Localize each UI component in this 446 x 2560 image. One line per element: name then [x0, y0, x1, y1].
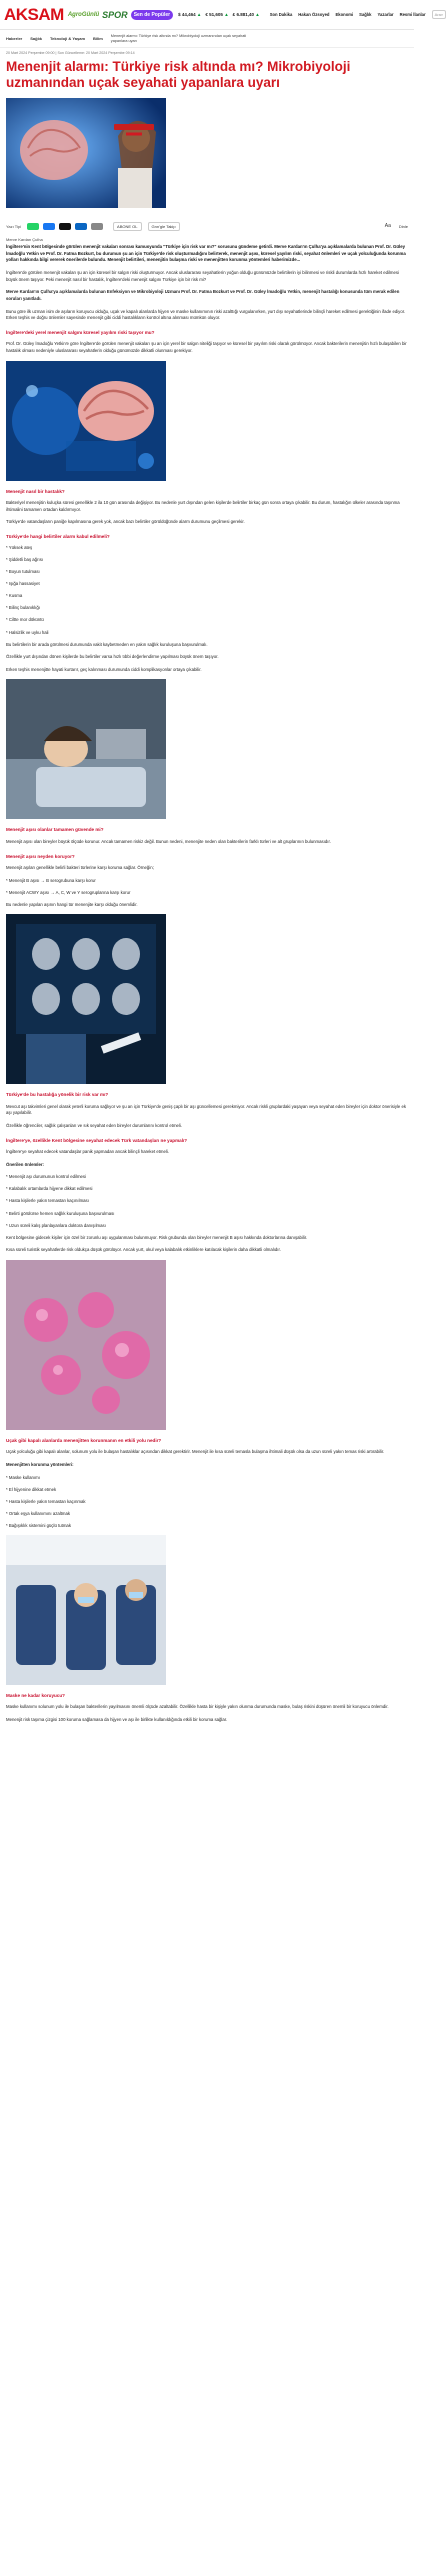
patient-photo-image [6, 679, 166, 819]
list-item: * Hasta kişilerle yakın temastan kaçınmak [6, 1498, 86, 1504]
recommendation-list [6, 1174, 408, 1228]
breadcrumb: Menenjit alarmı: Türkiye risk altında mı? Mikrobiyoloji uzmanından uçak seyahati yapanlara uyarı [110, 33, 247, 43]
paragraph: Prof. Dr. Güley İmadoğlu Yetkin'e göre İngiltere'de görülen menenjit vakaları şu an için yerel bir salgın niteliği taşıyor ve küresel bir yayılım riski olarak görülmüyor. Ancak bakterilerin menenjitin hızlı bulaşabilen bir hastalık olması nedeniyle uluslararası seyahatlerin olduğu günümüzde dikkatli olunması gerekiyor. [6, 341, 407, 353]
subnav-saglik[interactable]: Sağlık [30, 36, 43, 41]
article-title: Menenjit alarmı: Türkiye risk altında mı? Mikrobiyoloji uzmanından uçak seyahati yapanlara uyarı [6, 59, 351, 91]
partner-logo-popular[interactable]: Sen de Popüler [131, 10, 173, 20]
section-heading: Maske ne kadar koruyucu? [6, 1692, 65, 1698]
section-heading: İngiltere'deki yerel menenjit salgını küresel yayılım riski taşıyor mu? [6, 329, 155, 335]
whatsapp-share-icon[interactable] [27, 223, 39, 230]
section-heading: Menenjit aşısı olanlar tamamen güvende mi? [6, 827, 104, 833]
nav-resmi-ilanlar[interactable]: Resmi İlanlar [399, 12, 426, 17]
list-item: * Boyun tutulması [6, 569, 40, 575]
listen-button[interactable]: Dinle [398, 223, 408, 229]
hero-image [6, 98, 166, 208]
list-item: * Belirti görülürse hemen sağlık kuruluşuna başvurulması [6, 1210, 115, 1216]
subnav-teknoloji[interactable]: Teknoloji & Yaşam [50, 36, 86, 41]
rate-gold[interactable]: £ 6.881,40 ▲ [232, 12, 260, 17]
linkedin-share-icon[interactable] [75, 223, 87, 230]
paragraph: Menenjit aşısı olan bireyler büyük ölçüde korunur. Ancak tamamen riskiz değil. Bunun nedeni, menenjite neden olan bakterilerin farklı türleri ve alt gruplarının bulunmasıdır. [6, 838, 331, 844]
mri-scan-image [6, 914, 166, 1084]
main-nav [270, 12, 426, 17]
section-heading: Menenjit nasıl bir hastalık? [6, 488, 65, 494]
font-size-label: Yazı Tipi [6, 223, 22, 229]
paragraph: Bakteriyel menenjitin kuluçka süresi genellikle 2 ila 10 gün arasında değişiyor. Bu nedenle yurt dışından gelen kişilerde belirtiler birkaç gün sonra ortaya çıkabilir. Bu durum, hastalığın ülkeler arasında taşınma ihtimalini tamamen ortadan kaldırmıyor. [6, 500, 400, 512]
article-lead: İngiltere'nin Kent bölgesinde görülen menenjit vakaları sonrası kamuoyunda "Türkiye için risk var mı?" sorusunu gündeme getirdi. Merve Kardan'ın Çulha'ya açıklamalarda bulunan Prof. Dr. Güley İmadoğlu Yetkin ve Prof. Dr. Fatma Bozkurt, bu durumun şu an için Türkiye'de risk oluşturmadığını belirterek, menenjit aşısı, küresel yayılım riski, seyahat önlemleri ve uçak yolculuğunda korunma yolları hakkında bilgi vererek önerilerde bulundu. Menenjit belirtileri, menenjitin bulaşma riski ve menenjitten korunma yöntemleri haberimizde... [6, 243, 406, 263]
google-news-follow-button[interactable]: Gnn'gle Takip [148, 222, 180, 231]
list-item: * Menenjit ACWY aşısı → A, C, W ve Y serogruplarına karşı korur [6, 889, 131, 895]
nav-hakan[interactable]: Hakan Özsoyed [298, 12, 330, 17]
partner-logo-agro[interactable]: AgroGünlü [67, 11, 100, 18]
section-heading: Uçak gibi kapalı alanlarda menenjitten korunmanın en etkili yolu nedir? [6, 1437, 162, 1443]
partner-logo-spor[interactable]: SPOR [102, 9, 128, 20]
paragraph: Merve Kardan'ın Çulha'ya açıklamalarda bulunan Enfeksiyon ve Mikrobiyoloji Uzmanı Prof. Dr. Fatma Bozkurt ve Prof. Dr. Güley İmadoğlu Yetkin, menenjit hastalığı konusunda tüm merak edilen soruları yanıtladı. [6, 289, 400, 301]
mail-share-icon[interactable] [91, 223, 103, 230]
rate-eur[interactable]: € 51,605 ▲ [205, 12, 229, 17]
paragraph: Uçak yolculuğu gibi kapalı alanlar, solunum yolu ile bulaşan hastalıklar açısından dikkat gerektirir. Menenjit ile kısa süreli temasla bulaşma ihtimali düşük olsa da uzun süreli yakın temas riski artırabilir. [6, 1449, 385, 1455]
list-item: * Ortak eşya kullanımını azaltmak [6, 1510, 71, 1516]
list-item: * Işığa hassasiyet [6, 581, 40, 587]
search-icon: ⌕ [440, 12, 444, 17]
rate-usd[interactable]: $ 44,464 ▲ [178, 12, 202, 17]
list-item: * Şiddetli baş ağrısı [6, 557, 44, 563]
section-heading: Türkiye'de hangi belirtiler alarm kabul edilmeli? [6, 533, 110, 539]
x-share-icon[interactable] [59, 223, 71, 230]
airplane-cabin-image [6, 1535, 166, 1685]
list-item: * Ciltte mor döküntü [6, 617, 44, 623]
section-heading: Türkiye'de bu hastalığa yönelik bir risk var mı? [6, 1092, 109, 1098]
paragraph: Menenjit aşıları genellikle belirli bakteri türlerine karşı koruma sağlar. Örneğin; [6, 864, 154, 870]
list-item: * Maske kullanımı [6, 1474, 40, 1480]
paragraph: Kısa süreli turistik seyahatlerde risk oldukça düşük görülüyor. Ancak yurt, okul veya kalabalık etkinliklere katılacak kişilerin daha dikkatli olmalıdır. [6, 1247, 281, 1253]
paragraph: İngiltere'ye seyahat edecek vatandaşlar panik yapmadan ancak bilinçli hareket etmeli. [6, 1149, 170, 1155]
symptom-list [6, 545, 408, 635]
list-item: * Bilinç bulanıklığı [6, 605, 40, 611]
top-header [0, 0, 444, 30]
paragraph: Kent bölgesine gidecek kişiler için özel bir zorunlu aşı uygulanması bulunmuyor. Risk grubunda olan bireyler menenjit B aşısı hakkında doktorlarına danışabilir. [6, 1234, 308, 1240]
paragraph: Özellikle yurt dışından dönen kişilerde bu belirtiler varsa hızlı tıbbi değerlendirme yapılması büyük önem taşıyor. [6, 654, 219, 660]
list-item: * Hasta kişilerle yakın temastan kaçınılması [6, 1198, 89, 1204]
article-dates: 20 Mart 2024 Perşembe 09:00 | Son Güncelleme: 20 Mart 2024 Perşembe 09:14 [6, 51, 135, 55]
sub-navigation [0, 30, 414, 48]
list-item: * Menenjit B aşısı → B serogrubuna karşı korur [6, 877, 96, 883]
subnav-haberler[interactable]: Haberler [6, 36, 23, 41]
search-input[interactable]: Ara ⌕ [432, 10, 446, 19]
list-item: * Kusma [6, 593, 23, 599]
bacteria-image [6, 1260, 166, 1430]
list-item: * Bağışıklık sistemini güçlü tutmak [6, 1522, 71, 1528]
list-item: * Halsizlik ve uyku hali [6, 629, 49, 635]
facebook-share-icon[interactable] [43, 223, 55, 230]
paragraph: Türkiye'de vatandaşların paniğe kapılmasına gerek yok, ancak bazı belirtiler görüldüğünde alarm durumunu geçilmesi gerekir. [6, 519, 245, 525]
paragraph: Bu belirtilerin bir arada görülmesi durumunda vakit kaybetmeden en yakın sağlık kuruluşuna başvurulmalı. [6, 641, 208, 647]
paragraph: Maske kullanımı solunum yolu ile bulaşan bakterilerin yayılmasını önemli ölçüde azaltabilir. Özellikle hasta bir kişiyle yakın olunma durumunda maske, bulaş riskini düşüren önemli bir koruyucu önlemdir. [6, 1704, 389, 1710]
nav-son-dakika[interactable]: Son Dakika [269, 12, 293, 17]
article-body [0, 48, 414, 1723]
paragraph: Bu nedenle yapılan aşının hangi tür menenjite karşı olduğu önemlidir. [6, 901, 138, 907]
list-item: * Yüksek ateş [6, 545, 33, 551]
currency-rates [178, 12, 260, 17]
list-item: * El hijyenine dikkat etmek [6, 1486, 57, 1492]
author-name[interactable]: Merve Kardan Çulha [6, 236, 43, 242]
paragraph: Özellikle öğrenciler, sağlık çalışanları ve sık seyahat eden bireyler durumlarını kontrol etmeli. [6, 1123, 183, 1129]
protection-list [6, 1475, 408, 1529]
nav-saglik[interactable]: Sağlık [359, 12, 372, 17]
share-bar [6, 219, 408, 234]
list-item: * Uzun süreli kalış planlayanlara doktora danışılması [6, 1222, 106, 1228]
paragraph: İngiltere'de görülen menenjit vakaları şu an için küresel bir salgın riski oluşturmuyor. Ancak uluslararası seyahatlerin yoğun olduğu günümüzde belirtilerin iyi bilinmesi ve riskli durumlarda hızlı hareket edilmesi büyük önem taşıyor. Peki menenjit nasıl bir hastalık, İngiltere'deki menenjit salgını Türkiye için bir risk mi? [6, 269, 399, 282]
brain-illustration-image [6, 361, 166, 481]
paragraph: Menenjit risk taşıma çizgisi 100 koruma sağlamasa da hijyen ve aşı ile birlikte kullanıldığında etkili bir koruma sağlar. [6, 1716, 228, 1722]
nav-ekonomi[interactable]: Ekonomi [335, 12, 354, 17]
section-heading: Menenjit aşısı neyden koruyor? [6, 853, 75, 859]
subnav-bilim[interactable]: Bilim [93, 36, 103, 41]
text-size-button[interactable]: Aa [384, 223, 391, 230]
list-item: * Kalabalık ortamlarda hijyene dikkat edilmesi [6, 1186, 93, 1192]
paragraph: Mevcut aşı takvimleri genel olarak yeterli koruma sağlıyor ve şu an için Türkiye'de geniş çaplı bir aşı güncellemesi gerekmiyor. Ancak riskli gruplardaki yaşayan veya seyahat eden bireyler için doktor önerisiyle ek aşı yapılabilir. [6, 1103, 407, 1116]
paragraph-heading: Menenjitten korunma yöntemleri: [6, 1461, 74, 1467]
list-item: * Menenjit aşı durumunun kontrol edilmesi [6, 1174, 87, 1180]
paragraph: Bunu göre ilk uzman isim de aşıların koruyucu olduğu, uçak ve kapalı alanlarda hijyen ve maske kullanımının riski azalttığı vurgulanırken, yurt dışı seyahatlerinde bilinçli hareket edilmesi gerektiğinin ifade ediyor. Erken teşhis ve doğru önlemler sayesinde menenjit gibi ciddi hastalıkların kontrol altına alınması mümkün oluyor. [6, 308, 406, 321]
site-logo[interactable]: AKSAM [4, 4, 64, 24]
nav-yazarlar[interactable]: Yazarlar [377, 12, 394, 17]
subscribe-button[interactable]: ABONE OL [113, 222, 141, 231]
paragraph-heading: Önerilen önlemler: [6, 1161, 44, 1167]
paragraph: Erken teşhis menenjitte hayati kurtarır, geç kalınması durumunda ciddi komplikasyonlar ortaya çıkabilir. [6, 666, 202, 672]
vaccine-list [6, 878, 408, 896]
section-heading: İngiltere'ye, özellikle Kent bölgesine seyahat edecek Türk vatandaşları ne yapmalı? [6, 1137, 188, 1143]
